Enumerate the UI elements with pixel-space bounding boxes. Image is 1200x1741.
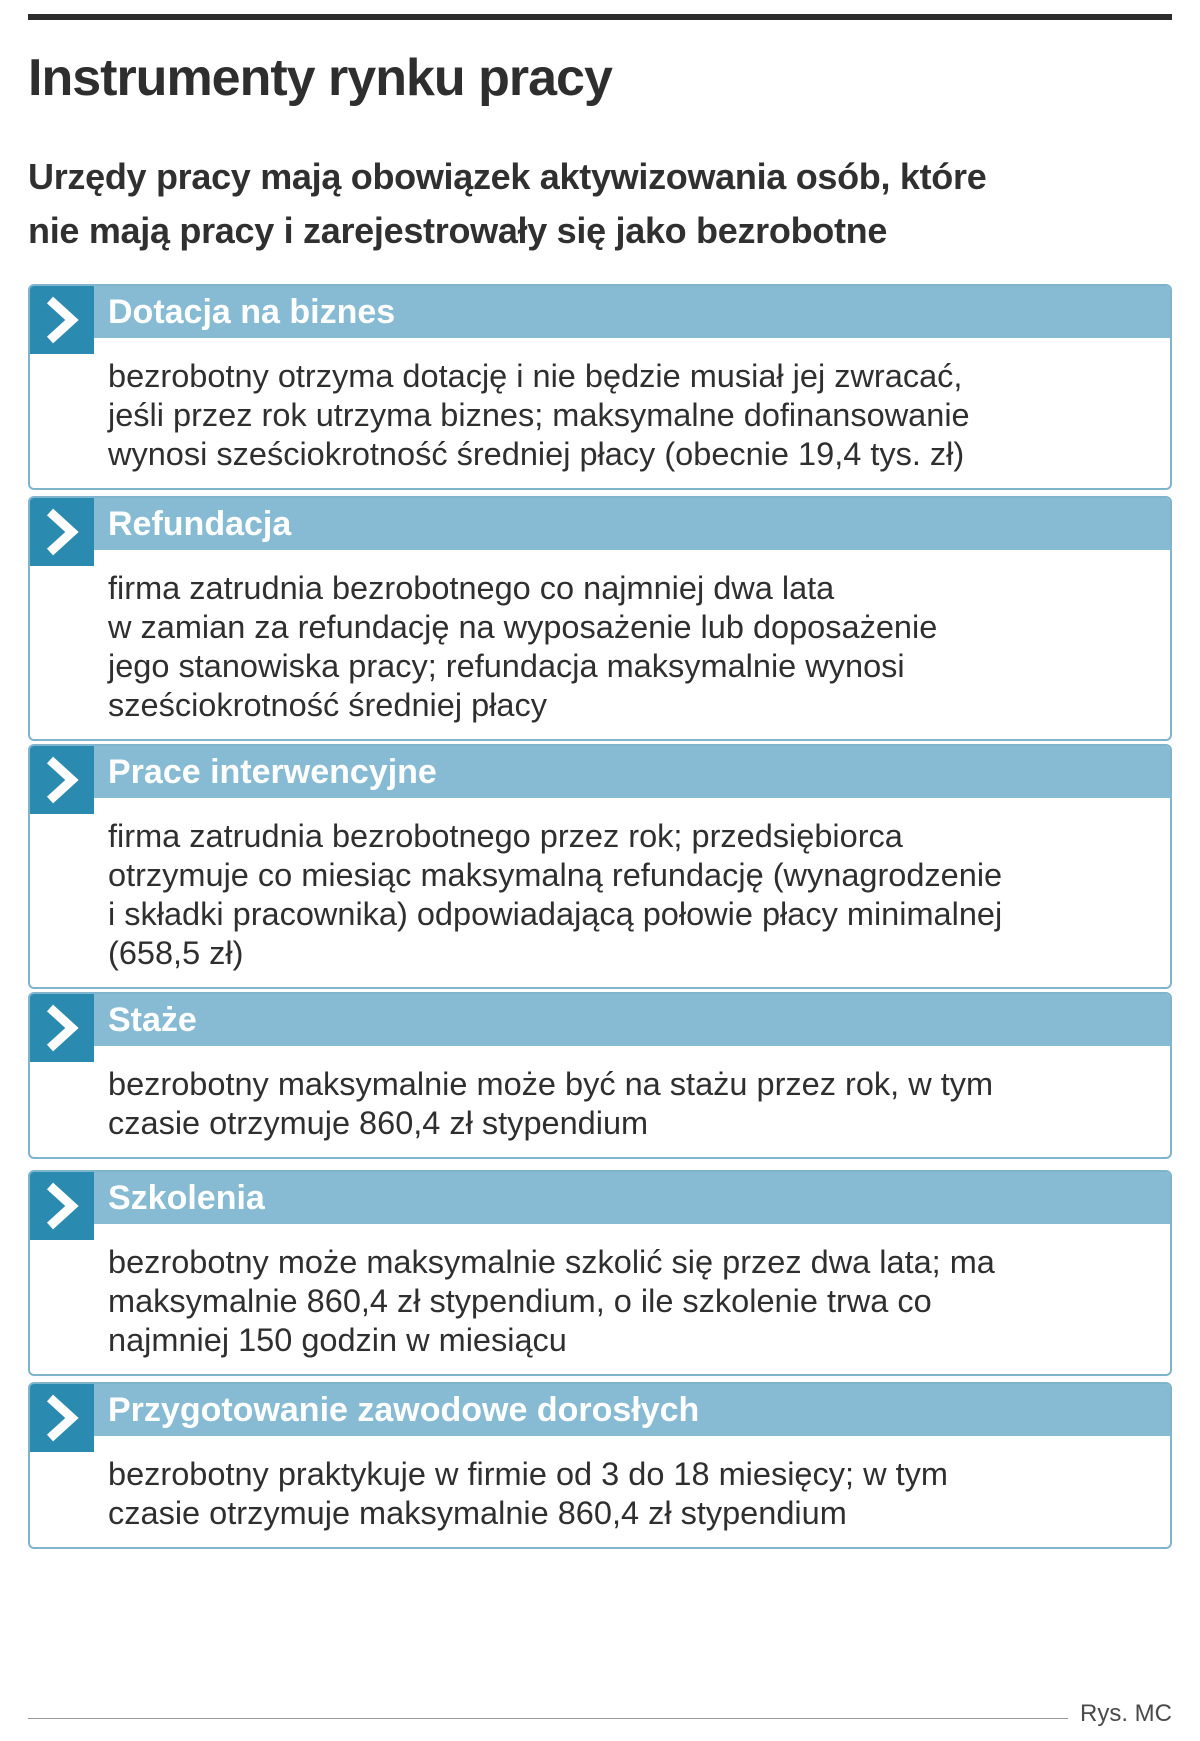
chevron-right-icon — [30, 746, 94, 814]
page-title: Instrumenty rynku pracy — [28, 49, 612, 107]
card-header — [30, 746, 1170, 801]
card-body — [30, 553, 1170, 739]
card-body-line: jego stanowiska pracy; refundacja maksymalnie wynosi — [108, 648, 905, 684]
card — [28, 496, 1172, 741]
card-body-line: bezrobotny maksymalnie może być na stażu przez rok, w tym — [108, 1066, 994, 1102]
card-title: Przygotowanie zawodowe dorosłych — [108, 1391, 700, 1429]
card-body-line: otrzymuje co miesiąc maksymalną refundację (wynagrodzenie — [108, 857, 1003, 893]
chevron-right-icon — [30, 994, 94, 1062]
card-header — [30, 498, 1170, 553]
card-body — [30, 1227, 1170, 1374]
subtitle — [28, 150, 1172, 258]
card-body-line: czasie otrzymuje 860,4 zł stypendium — [108, 1105, 649, 1141]
subtitle-line: Urzędy pracy mają obowiązek aktywizowania osób, które — [28, 156, 987, 197]
chevron-right-icon — [30, 1384, 94, 1452]
card-body-line: wynosi sześciokrotność średniej płacy (obecnie 19,4 tys. zł) — [108, 436, 965, 472]
chevron-right-icon — [30, 286, 94, 354]
card — [28, 284, 1172, 490]
card-header — [30, 994, 1170, 1049]
card-body-line: sześciokrotność średniej płacy — [108, 687, 547, 723]
card-body-line: (658,5 zł) — [108, 935, 244, 971]
card-body-line: firma zatrudnia bezrobotnego co najmniej dwa lata — [108, 570, 835, 606]
card-body-line: najmniej 150 godzin w miesiącu — [108, 1322, 567, 1358]
card-body — [30, 341, 1170, 488]
card-title: Refundacja — [108, 505, 292, 543]
subtitle-line: nie mają pracy i zarejestrowały się jako bezrobotne — [28, 210, 888, 251]
card-body-line: firma zatrudnia bezrobotnego przez rok; przedsiębiorca — [108, 818, 903, 854]
card-body-line: bezrobotny otrzyma dotację i nie będzie musiał jej zwracać, — [108, 358, 963, 394]
card-body-line: w zamian za refundację na wyposażenie lub doposażenie — [108, 609, 938, 645]
card-body — [30, 801, 1170, 987]
credit: Rys. MC — [1080, 1700, 1172, 1727]
card-body — [30, 1049, 1170, 1157]
footer-rule — [28, 1718, 1068, 1719]
card-body-line: bezrobotny może maksymalnie szkolić się przez dwa lata; ma — [108, 1244, 995, 1280]
card — [28, 992, 1172, 1159]
card-body-line: maksymalnie 860,4 zł stypendium, o ile szkolenie trwa co — [108, 1283, 932, 1319]
card-title: Szkolenia — [108, 1179, 265, 1217]
chevron-right-icon — [30, 1172, 94, 1240]
chevron-right-icon — [30, 498, 94, 566]
card-body-line: i składki pracownika) odpowiadającą połowie płacy minimalnej — [108, 896, 1003, 932]
card — [28, 1382, 1172, 1549]
card-body-line: jeśli przez rok utrzyma biznes; maksymalne dofinansowanie — [108, 397, 970, 433]
card — [28, 744, 1172, 989]
top-rule — [28, 14, 1172, 20]
card-body-line: bezrobotny praktykuje w firmie od 3 do 18 miesięcy; w tym — [108, 1456, 948, 1492]
card-title: Dotacja na biznes — [108, 293, 396, 331]
card — [28, 1170, 1172, 1376]
card-header — [30, 1172, 1170, 1227]
card-title: Prace interwencyjne — [108, 753, 437, 791]
card-header — [30, 1384, 1170, 1439]
card-body-line: czasie otrzymuje maksymalnie 860,4 zł stypendium — [108, 1495, 847, 1531]
card-header — [30, 286, 1170, 341]
card-title: Staże — [108, 1001, 197, 1039]
card-body — [30, 1439, 1170, 1547]
